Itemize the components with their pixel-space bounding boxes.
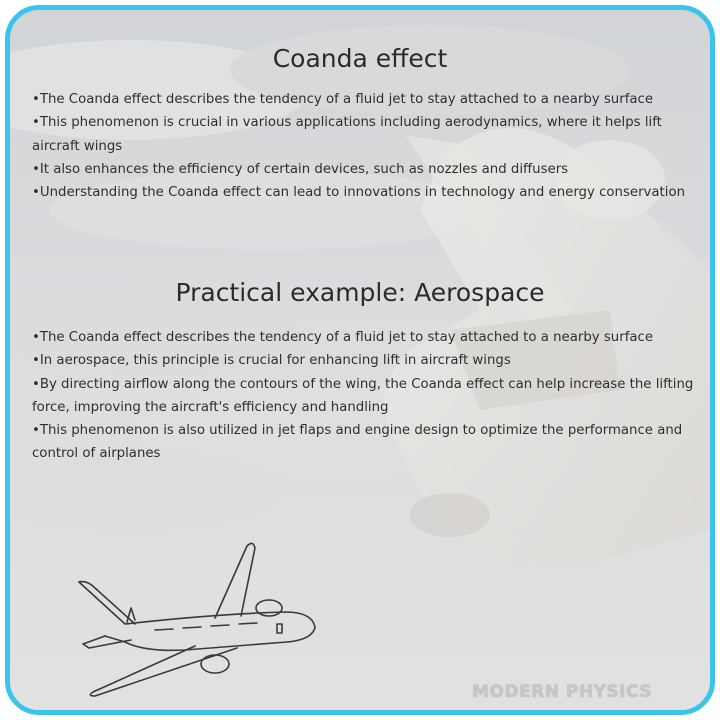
bullet-item: • This phenomenon is crucial in various applications including aerodynamics, where it helps lift aircraft wings (32, 111, 700, 158)
bullet-item: • It also enhances the efficiency of certain devices, such as nozzles and diffusers (32, 158, 700, 181)
bullet-item: • In aerospace, this principle is crucial for enhancing lift in aircraft wings (32, 349, 700, 372)
bullet-item: • This phenomenon is also utilized in jet flaps and engine design to optimize the performance and control of airplanes (32, 419, 700, 466)
section-1-bullet-list (32, 88, 700, 204)
bullet-item: • Understanding the Coanda effect can lead to innovations in technology and energy conservation (32, 181, 700, 204)
section-2-title: Practical example: Aerospace (175, 278, 545, 307)
section-2-bullet-list (32, 326, 700, 466)
airplane-sketch-icon (65, 532, 325, 702)
bullet-item: • The Coanda effect describes the tendency of a fluid jet to stay attached to a nearby surface (32, 326, 700, 349)
bullet-item: • The Coanda effect describes the tendency of a fluid jet to stay attached to a nearby surface (32, 88, 700, 111)
bullet-item: • By directing airflow along the contours of the wing, the Coanda effect can help increase the lifting force, improving the aircraft's efficiency and handling (32, 373, 700, 420)
slide-content (10, 10, 710, 710)
card-frame (5, 5, 715, 715)
section-1-title: Coanda effect (272, 44, 448, 73)
modern-physics-watermark: MODERN PHYSICS (472, 682, 652, 702)
